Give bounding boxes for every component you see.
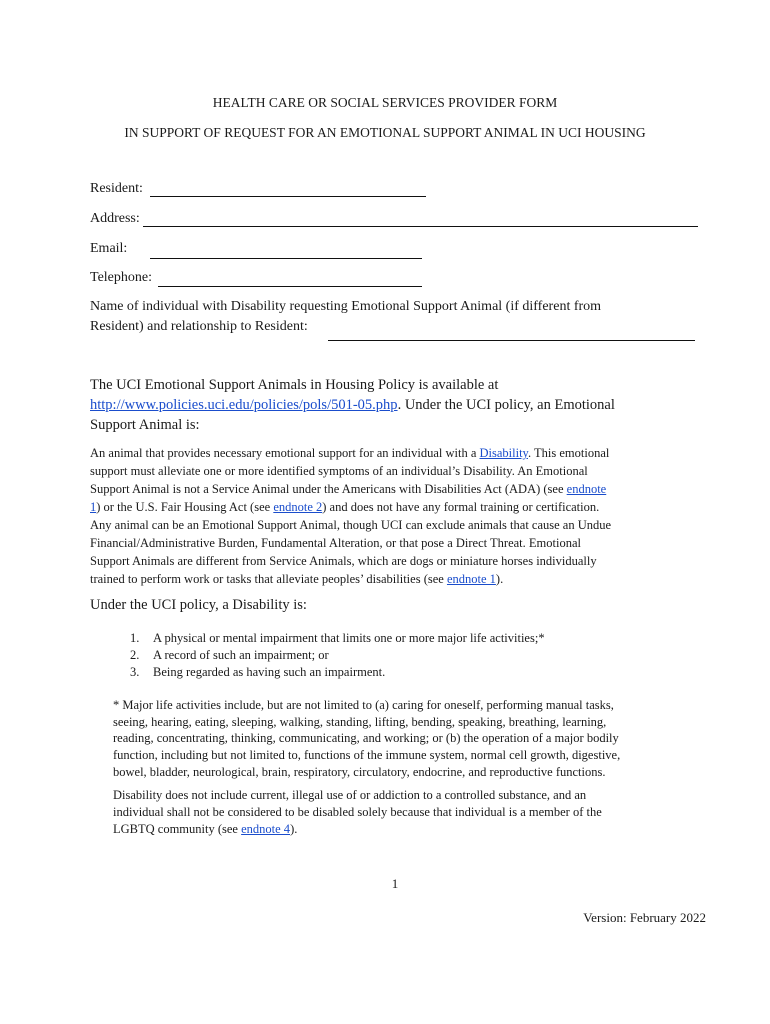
individual-label-line1: Name of individual with Disability requesting Emotional Support Animal (if different from bbox=[90, 299, 602, 314]
policy-line1: The UCI Emotional Support Animals in Housing Policy is available at bbox=[90, 377, 499, 393]
major-life-footnote bbox=[113, 697, 713, 781]
address-label: Address: bbox=[90, 211, 140, 226]
policy-line2 bbox=[90, 395, 710, 415]
list-number: 2. bbox=[130, 648, 140, 662]
exclusion-line: Disability does not include current, illegal use of or addiction to a controlled substance, and an bbox=[113, 788, 587, 802]
policy-paragraph bbox=[90, 375, 710, 435]
footnote-line: function, including but not limited to, functions of the immune system, normal cell growth, digestive, bbox=[113, 748, 621, 763]
individual-label-line2: Resident) and relationship to Resident: bbox=[90, 319, 308, 334]
telephone-label: Telephone: bbox=[90, 270, 152, 285]
endnote-2-link[interactable]: endnote 2 bbox=[273, 500, 323, 514]
page-number: 1 bbox=[391, 876, 399, 891]
form-subtitle: IN SUPPORT OF REQUEST FOR AN EMOTIONAL SUPPORT ANIMAL IN UCI HOUSING bbox=[124, 125, 646, 140]
email-label: Email: bbox=[90, 241, 128, 256]
exclusion-line: ). bbox=[290, 822, 298, 836]
exclusion-paragraph bbox=[113, 787, 713, 838]
def-text: ) and does not have any formal training or certification. bbox=[322, 500, 600, 514]
def-text: Support Animal is not a Service Animal under the Americans with Disabilities Act (ADA) (see bbox=[90, 482, 567, 496]
list-item bbox=[130, 648, 329, 663]
def-text: An animal that provides necessary emotional support for an individual with a bbox=[90, 446, 480, 460]
policy-after-url: . Under the UCI policy, an Emotional bbox=[397, 397, 615, 413]
def-text: Support Animals are different from Service Animals, which are dogs or miniature horses individually bbox=[90, 554, 597, 568]
def-text: Any animal can be an Emotional Support Animal, though UCI can exclude animals that cause an Undue bbox=[90, 518, 612, 532]
disability-link[interactable]: Disability bbox=[479, 446, 528, 460]
def-text: . This emotional bbox=[528, 446, 610, 460]
policy-line3: Support Animal is: bbox=[90, 417, 200, 433]
def-text: Financial/Administrative Burden, Fundamental Alteration, or that pose a Direct Threat. Emotional bbox=[90, 536, 581, 550]
list-text: Being regarded as having such an impairment. bbox=[153, 665, 386, 679]
def-text: ). bbox=[495, 572, 504, 586]
exclusion-line: individual shall not be considered to be disabled solely because that individual is a member of the bbox=[113, 805, 602, 819]
disability-heading: Under the UCI policy, a Disability is: bbox=[90, 597, 307, 613]
endnote-1-link[interactable]: endnote bbox=[566, 482, 607, 496]
list-number: 1. bbox=[130, 631, 140, 645]
list-text: A physical or mental impairment that limits one or more major life activities;* bbox=[153, 631, 545, 645]
def-text: ) or the U.S. Fair Housing Act (see bbox=[96, 500, 274, 514]
telephone-field-line[interactable] bbox=[158, 286, 422, 287]
endnote-1-link-cont[interactable]: 1 bbox=[90, 500, 97, 514]
resident-field-line[interactable] bbox=[150, 196, 426, 197]
footnote-line: reading, concentrating, thinking, communicating, and working; or (b) the operation of a major bodily bbox=[113, 731, 619, 746]
endnote-1-link-2[interactable]: endnote 1 bbox=[446, 572, 496, 586]
address-field-line[interactable] bbox=[143, 226, 698, 227]
resident-label: Resident: bbox=[90, 181, 143, 196]
definition-paragraph bbox=[90, 444, 730, 588]
footnote-line: bowel, bladder, neurological, brain, respiratory, circulatory, endocrine, and reproductive functions. bbox=[113, 764, 606, 779]
footnote-line: seeing, hearing, eating, sleeping, walking, standing, lifting, bending, speaking, breathing, learning, bbox=[113, 714, 607, 729]
list-text: A record of such an impairment; or bbox=[153, 648, 329, 662]
list-item bbox=[130, 631, 545, 646]
list-item bbox=[130, 665, 385, 680]
version-label: Version: February 2022 bbox=[583, 910, 706, 925]
form-title: HEALTH CARE OR SOCIAL SERVICES PROVIDER FORM bbox=[212, 95, 558, 110]
footnote-line: * Major life activities include, but are not limited to (a) caring for oneself, performing manual tasks, bbox=[113, 698, 614, 712]
def-text: trained to perform work or tasks that alleviate peoples’ disabilities (see bbox=[90, 572, 447, 586]
list-number: 3. bbox=[130, 665, 140, 679]
email-field-line[interactable] bbox=[150, 258, 422, 259]
individual-field-line[interactable] bbox=[328, 340, 695, 341]
endnote-4-link[interactable]: endnote 4 bbox=[241, 822, 291, 836]
def-text: support must alleviate one or more identified symptoms of an individual’s Disability. An Emotional bbox=[90, 464, 588, 478]
exclusion-line: LGBTQ community (see bbox=[113, 822, 242, 836]
policy-url-link[interactable]: http://www.policies.uci.edu/policies/pols/501-05.php bbox=[90, 397, 398, 413]
